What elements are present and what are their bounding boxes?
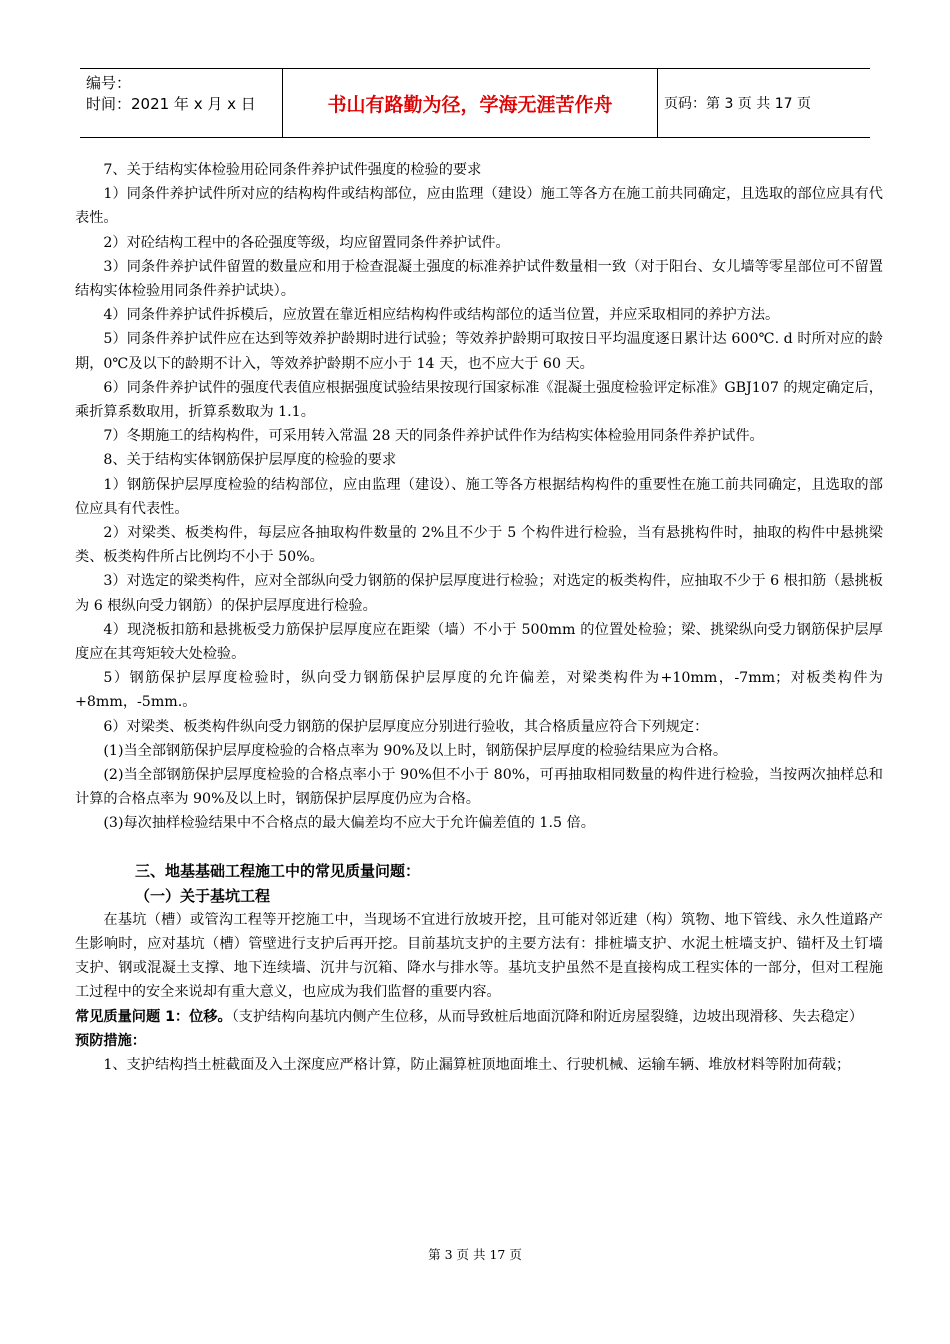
paragraph: 6）对梁类、板类构件纵向受力钢筋的保护层厚度应分别进行验收，其合格质量应符合下列规定： bbox=[103, 718, 709, 735]
paragraph: 5）钢筋保护层厚度检验时，纵向受力钢筋保护层厚度的允许偏差，对梁类构件为+10mm，-7mm；对板类构件为+8mm，-5mm.。 bbox=[75, 670, 883, 711]
header-info-cell bbox=[80, 69, 283, 137]
page-header bbox=[80, 68, 870, 138]
paragraph: 3）同条件养护试件留置的数量应和用于检查混凝土强度的标准养护试件数量相一致（对于阳台、女儿墙等零星部位可不留置结构实体检验用同条件养护试块）。 bbox=[75, 258, 883, 300]
paragraph: 1）同条件养护试件所对应的结构构件或结构部位，应由监理（建设）施工等各方在施工前共同确定，且选取的部位应具有代表性。 bbox=[75, 186, 883, 227]
paragraph: 5）同条件养护试件应在达到等效养护龄期时进行试验；等效养护龄期可取按日平均温度逐日累计达 600℃. d 时所对应的龄期，0℃及以下的龄期不计入，等效养护龄期不应小于 14 天，也不应大于 60 天。 bbox=[75, 331, 883, 372]
paragraph: 7）冬期施工的结构构件，可采用转入常温 28 天的同条件养护试件作为结构实体检验用同条件养护试件。 bbox=[103, 428, 764, 445]
subsection-heading: （一）关于基坑工程 bbox=[135, 886, 271, 905]
quality-issue-paragraph bbox=[75, 1005, 883, 1029]
paragraph: 2）对砼结构工程中的各砼强度等级，均应留置同条件养护试件。 bbox=[103, 234, 510, 251]
paragraph: (2)当全部钢筋保护层厚度检验的合格点率小于 90%但不小于 80%，可再抽取相同数量的构件进行检验，当按两次抽样总和计算的合格点率为 90%及以上时，钢筋保护层厚度仍应为合格。 bbox=[75, 767, 883, 808]
paragraph: 3）对选定的梁类构件，应对全部纵向受力钢筋的保护层厚度进行检验；对选定的板类构件，应抽取不少于 6 根扣筋（悬挑板为 6 根纵向受力钢筋）的保护层厚度进行检验。 bbox=[75, 573, 883, 614]
paragraph: 8、关于结构实体钢筋保护层厚度的检验的要求 bbox=[103, 452, 397, 469]
paragraph: (3)每次抽样检验结果中不合格点的最大偏差均不应大于允许偏差值的 1.5 倍。 bbox=[103, 815, 595, 832]
paragraph: 4）现浇板扣筋和悬挑板受力筋保护层厚度应在距梁（墙）不小于 500mm 的位置处检验；梁、挑梁纵向受力钢筋保护层厚度应在其弯矩较大处检验。 bbox=[75, 621, 883, 663]
header-page-code: 页码：第 3 页 共 17 页 bbox=[664, 96, 811, 112]
page-footer: 第 3 页 共 17 页 bbox=[428, 1247, 522, 1262]
document-number-label: 编号： bbox=[86, 74, 132, 92]
paragraph: 6）同条件养护试件的强度代表值应根据强度试验结果按现行国家标准《混凝土强度检验评定标准》GBJ107 的规定确定后，乘折算系数取用，折算系数取为 1.1。 bbox=[75, 379, 883, 421]
document-body bbox=[75, 158, 883, 1077]
paragraph: 1、支护结构挡土桩截面及入土深度应严格计算，防止漏算桩顶地面堆土、行驶机械、运输车辆、堆放材料等附加荷载； bbox=[103, 1056, 851, 1073]
paragraph: 在基坑（槽）或管沟工程等开挖施工中，当现场不宜进行放坡开挖，且可能对邻近建（构）筑物、地下管线、永久性道路产生影响时，应对基坑（槽）管壁进行支护后再开挖。目前基坑支护的主要方法有：排桩墙支护、水泥土桩墙支护、锚杆及土钉墙支护、钢或混凝土支撑、地下连续墙、沉井与沉箱、降水与排水等。基坑支护虽然不是直接构成工程实体的一部分，但对工程施工过程中的安全来说却有重大意义，也应成为我们监督的重要内容。 bbox=[75, 911, 883, 1001]
paragraph: (1)当全部钢筋保护层厚度检验的合格点率为 90%及以上时，钢筋保护层厚度的检验结果应为合格。 bbox=[103, 742, 728, 759]
paragraph: 7、关于结构实体检验用砼同条件养护试件强度的检验的要求 bbox=[103, 162, 482, 178]
paragraph: 2）对梁类、板类构件，每层应各抽取构件数量的 2%且不少于 5 个构件进行检验，当有悬挑构件时，抽取的构件中悬挑梁类、板类构件所占比例均不小于 50%。 bbox=[75, 525, 883, 566]
prevention-heading: 预防措施： bbox=[75, 1032, 146, 1049]
quality-issue-description: （支护结构向基坑内侧产生位移，从而导致桩后地面沉降和附近房屋裂缝，边坡出现滑移、失去稳定） bbox=[231, 1008, 864, 1025]
header-motto: 书山有路勤为径，学海无涯苦作舟 bbox=[283, 69, 658, 137]
section-heading: 三、地基基础工程施工中的常见质量问题： bbox=[135, 861, 421, 880]
quality-issue-title: 常见质量问题 1：位移。 bbox=[75, 1008, 232, 1025]
document-time-label: 时间：2021 年 x 月 x 日 bbox=[86, 95, 256, 113]
paragraph: 1）钢筋保护层厚度检验的结构部位，应由监理（建设）、施工等各方根据结构构件的重要性在施工前共同确定，且选取的部位应具有代表性。 bbox=[75, 476, 883, 517]
paragraph: 4）同条件养护试件拆模后，应放置在靠近相应结构构件或结构部位的适当位置，并应采取相同的养护方法。 bbox=[103, 307, 780, 324]
